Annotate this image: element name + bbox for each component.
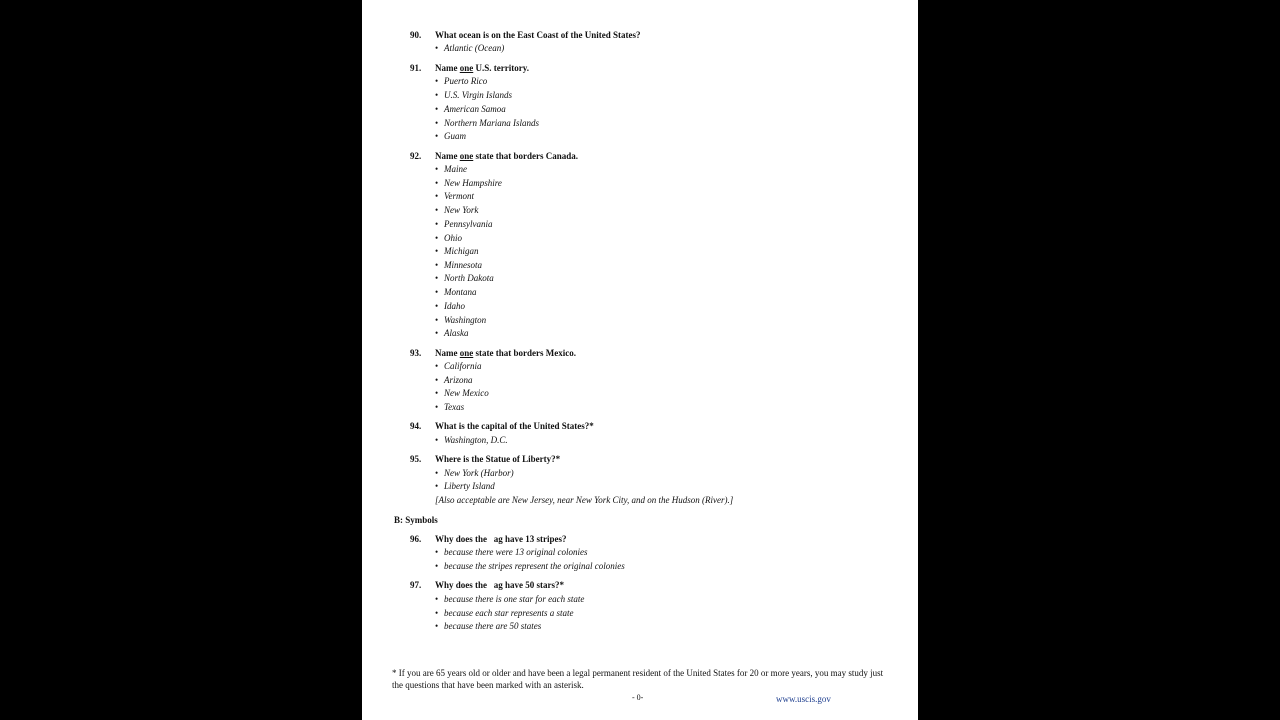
answer-item: • Texas: [435, 402, 465, 412]
answer-item: • because each star represents a state: [435, 608, 574, 618]
question-95: 95. Where is the Statue of Liberty?*: [410, 454, 561, 464]
question-96: 96. Why does the ag have 13 stripes?: [410, 534, 567, 544]
answer-item: • New Mexico: [435, 388, 489, 398]
answer-item: • because there is one star for each state: [435, 594, 585, 604]
answer-item: • North Dakota: [435, 273, 494, 283]
website-link[interactable]: www.uscis.gov: [776, 694, 831, 704]
question-90: 90. What ocean is on the East Coast of the United States?: [410, 30, 641, 40]
question-91: 91. Name one U.S. territory.: [410, 63, 529, 73]
answer-item: • Idaho: [435, 301, 465, 311]
answer-item: • because the stripes represent the original colonies: [435, 561, 625, 571]
answer-item: • Guam: [435, 131, 466, 141]
answer-item: • New York (Harbor): [435, 468, 514, 478]
answer-item: • New Hampshire: [435, 178, 502, 188]
answer-item: • Atlantic (Ocean): [435, 43, 505, 53]
section-heading: B: Symbols: [394, 515, 438, 525]
page-number: - 0-: [632, 693, 644, 702]
answer-item: • Ohio: [435, 233, 462, 243]
answer-item: • Maine: [435, 164, 467, 174]
question-93: 93. Name one state that borders Mexico.: [410, 348, 576, 358]
answer-item: • Washington: [435, 315, 487, 325]
answer-item: • Arizona: [435, 375, 473, 385]
answer-item: • Pennsylvania: [435, 219, 493, 229]
answer-item: • New York: [435, 205, 479, 215]
answer-item: • Montana: [435, 287, 477, 297]
answer-item: • because there were 13 original colonies: [435, 547, 588, 557]
answer-item: • U.S. Virgin Islands: [435, 90, 513, 100]
answer-item: • Michigan: [435, 246, 479, 256]
answer-item: • Northern Mariana Islands: [435, 118, 540, 128]
answer-item: • American Samoa: [435, 104, 506, 114]
answer-item: • because there are 50 states: [435, 621, 542, 631]
answer-item: • Alaska: [435, 328, 469, 338]
answer-item: • Vermont: [435, 191, 474, 201]
answer-note: [Also acceptable are New Jersey, near New York City, and on the Hudson (River).]: [435, 495, 734, 505]
answer-item: • California: [435, 361, 482, 371]
answer-item: • Liberty Island: [435, 481, 495, 491]
question-92: 92. Name one state that borders Canada.: [410, 151, 578, 161]
answer-item: • Minnesota: [435, 260, 482, 270]
answer-item: • Puerto Rico: [435, 76, 488, 86]
answer-item: • Washington, D.C.: [435, 435, 508, 445]
document-page: [362, 0, 918, 720]
question-97: 97. Why does the ag have 50 stars?*: [410, 580, 565, 590]
question-94: 94. What is the capital of the United States?*: [410, 421, 594, 431]
footnote: * If you are 65 years old or older and have been a legal permanent resident of the United States for 20 or more years, you may study just the questions that have been marked with an asterisk.: [392, 668, 884, 690]
